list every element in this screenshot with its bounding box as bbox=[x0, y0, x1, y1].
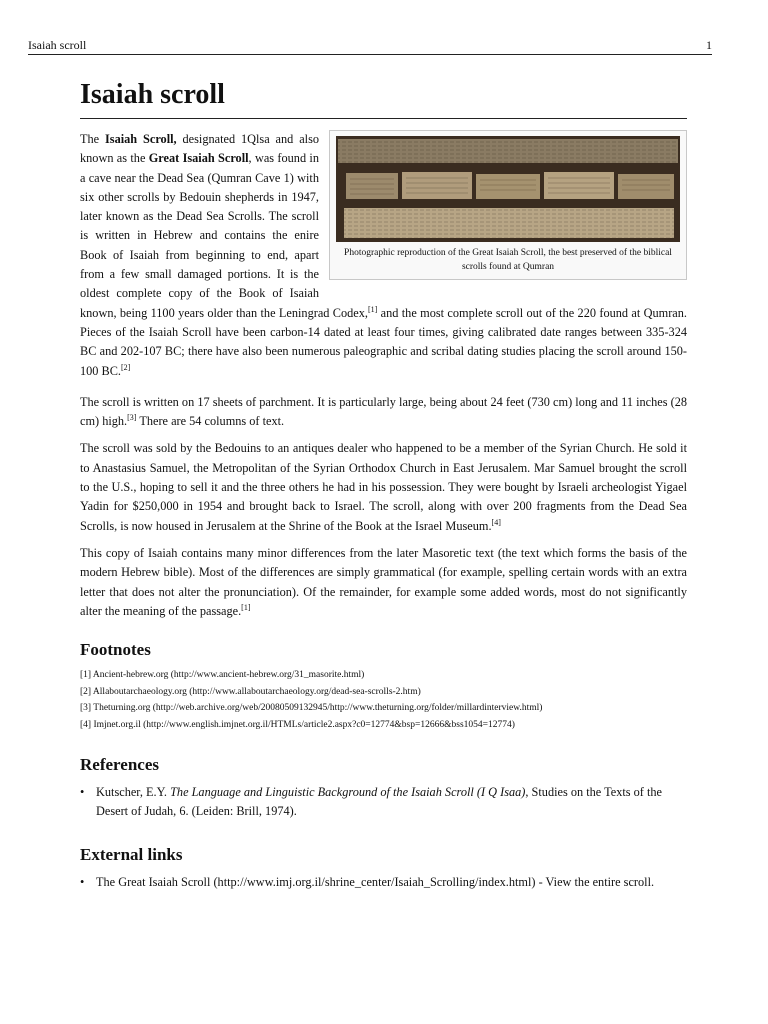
footnotes-heading: Footnotes bbox=[80, 640, 151, 660]
term-isaiah-scroll: Isaiah Scroll, bbox=[105, 132, 177, 146]
reference-title: The Language and Linguistic Background of the Isaiah Scroll (I Q Isaa) bbox=[170, 785, 526, 800]
page-number: 1 bbox=[706, 38, 712, 52]
citation-4[interactable]: [4] bbox=[491, 517, 501, 527]
bullet: • bbox=[80, 785, 85, 800]
running-header-title: Isaiah scroll bbox=[28, 38, 87, 52]
scroll-figure bbox=[329, 130, 687, 280]
intro-paragraph: The Isaiah Scroll, designated 1Qlsa and also known as the Great Isaiah Scroll, was found in a cave near the Dead Sea (Qumran Cave 1) with six other scrolls by Bedouin shepherds in 1947, later known as the Dead Sea Scrolls. The scroll is written in Hebrew and contains the enire Book of Isaiah from beginning to end, apart from a few small damaged portions. It is the oldest complete copy of the Book of Isaiah known, being 1100 years older than the Leningrad Codex,[1] and the most complete scroll out of the 220 found at Qumran. Pieces of the Isaiah Scroll have been carbon-14 dated at least four times, giving calibrated date ranges between 335-324 BC and 202-107 BC; there have also been numerous paleographic and scribal dating studies placing the scroll around 150-100 BC.[2] bbox=[80, 132, 687, 378]
scroll-photo bbox=[336, 136, 680, 242]
running-header bbox=[28, 38, 712, 55]
references-list bbox=[80, 783, 687, 822]
external-link-item[interactable] bbox=[80, 873, 687, 892]
footnote-item[interactable]: [1] Ancient-hebrew.org (http://www.ancient-hebrew.org/31_masorite.html) bbox=[80, 670, 365, 681]
figure-caption: Photographic reproduction of the Great Isaiah Scroll, the best preserved of the biblical scrolls found at Qumran bbox=[344, 248, 672, 272]
intro-section bbox=[80, 130, 687, 381]
bullet: • bbox=[80, 874, 85, 889]
footnote-item[interactable]: [2] Allaboutarchaeology.org (http://www.allaboutarchaeology.org/dead-sea-scrolls-2.htm) bbox=[80, 686, 421, 697]
page-title: Isaiah scroll bbox=[80, 78, 687, 119]
citation-3[interactable]: [3] bbox=[127, 413, 137, 423]
footnote-item[interactable]: [3] Theturning.org (http://web.archive.org/web/20080509132945/http://www.theturning.org/folder/millardinterview.html) bbox=[80, 703, 543, 714]
term-great-isaiah-scroll: Great Isaiah Scroll bbox=[148, 151, 249, 166]
paragraph-parchment: The scroll is written on 17 sheets of parchment. It is particularly large, being about 24 feet (730 cm) long and 11 inches (28 cm) high.[3] There are 54 columns of text. bbox=[80, 394, 687, 429]
footnote-item[interactable]: [4] Imjnet.org.il (http://www.english.imjnet.org.il/HTMLs/article2.aspx?c0=12774&bsp=12666&bss1054=12774) bbox=[80, 719, 515, 730]
reference-item: • Kutscher, E.Y. The Language and Linguistic Background of the Isaiah Scroll (I Q Isaa), Studies on the Texts of the Desert of Judah, 6. (Leiden: Brill, 1974). bbox=[80, 785, 662, 819]
paragraph-differences: This copy of Isaiah contains many minor differences from the later Masoretic text (the text which forms the basis of the modern Hebrew bible). Most of the differences are simply grammatical (for example, spelling certain words with an extra letter that does not alter the pronunciation). Of the remainder, for example some added words, most do not significantly alter the meaning of the passage.[1] bbox=[80, 545, 687, 618]
external-links-heading: External links bbox=[80, 844, 183, 864]
citation-1[interactable]: [1] bbox=[367, 304, 378, 314]
external-link-text[interactable]: The Great Isaiah Scroll (http://www.imj.org.il/shrine_center/Isaiah_Scrolling/index.html) - View the entire scroll. bbox=[96, 874, 655, 889]
paragraph-history: The scroll was sold by the Bedouins to an antiques dealer who happened to be a member of the Syrian Church. He sold it to Anastasius Samuel, the Metropolitan of the Syrian Orthodox Church in East Jerusalem. Mar Samuel brought the scroll to the U.S., hoping to sell it and the three others he had in his possession. They were bought by Israeli archeologist Yigael Yadin for $250,000 in 1954 and brought back to Israel. The scroll, along with over 200 fragments from the Dead Sea Scrolls, is now housed in Jerusalem at the Shrine of the Book at the Israel Museum.[4] bbox=[80, 441, 687, 533]
references-heading: References bbox=[80, 755, 159, 775]
citation-1b[interactable]: [1] bbox=[241, 602, 251, 612]
article-body bbox=[80, 78, 687, 892]
external-links-list bbox=[80, 873, 687, 892]
footnotes-list bbox=[80, 667, 687, 733]
citation-2[interactable]: [2] bbox=[121, 362, 131, 372]
